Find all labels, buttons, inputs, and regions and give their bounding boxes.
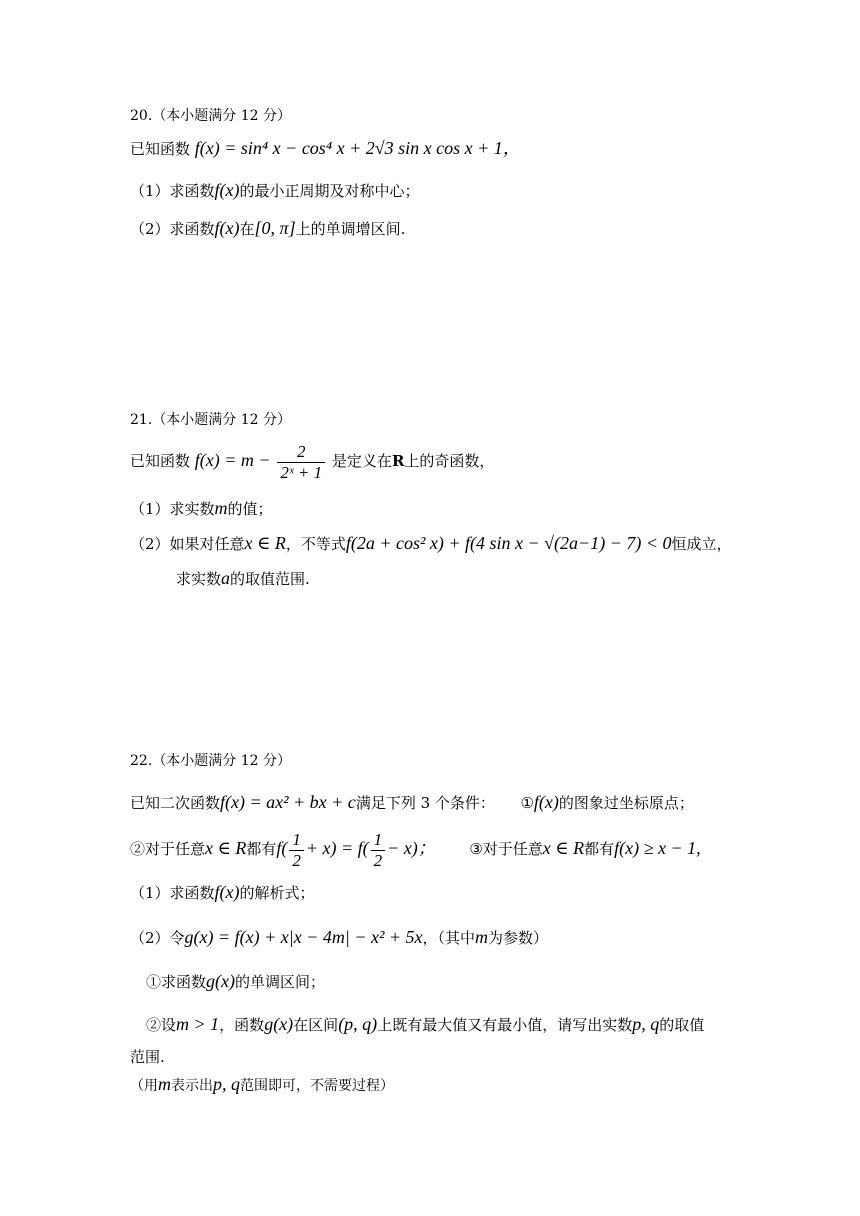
q22-stem-formula: f(x) = ax² + bx + c xyxy=(220,792,356,812)
q21-stem-prefix: 已知函数 xyxy=(130,452,191,470)
q22-cond1-fx: f(x) xyxy=(533,792,559,812)
q21-part2-line2-var: a xyxy=(221,568,231,588)
q20-stem xyxy=(130,137,521,160)
q22-note-suffix: 范围即可，不需要过程） xyxy=(240,1078,394,1094)
q22-note xyxy=(130,1073,394,1097)
q22-cond2-after2: − x)； xyxy=(387,838,436,858)
q21-part2-prefix: （2）如果对任意 xyxy=(130,535,245,553)
q21-part2-inequality: f(2a + cos² x) + f(4 sin x − √(2a−1) − 7) < 0 xyxy=(345,533,672,553)
q21-header: 21.（本小题满分 12 分） xyxy=(130,412,291,428)
q22-part1-prefix: （1）求函数 xyxy=(130,884,215,902)
q22-cond2-mid: 都有 xyxy=(246,840,277,858)
q22-cond1-prefix: ① xyxy=(520,794,534,812)
q22-cond3-inequality: f(x) ≥ x − 1, xyxy=(614,838,701,858)
q20-header: 20.（本小题满分 12 分） xyxy=(130,108,291,124)
q22-cond3-prefix: ③对于任意 xyxy=(469,840,543,858)
q22-sub2-mid3: 上既有最大值又有最小值，请写出实数 xyxy=(377,1016,633,1034)
q22-sub2-suffix: 的取值 xyxy=(659,1016,705,1034)
q22-sub1-prefix: ①求函数 xyxy=(146,973,207,991)
q21-stem-suffix-1: 是定义在 xyxy=(331,452,392,470)
q21-fraction-numerator: 2 xyxy=(277,442,325,463)
q20-part2 xyxy=(130,217,405,240)
q22-sub2-cond: m > 1 xyxy=(176,1014,220,1034)
q21-part2-cond: x ∈ R xyxy=(244,533,286,553)
q22-cond2-var: x ∈ R xyxy=(205,838,247,858)
q21-part2-suffix: 恒成立， xyxy=(671,535,732,553)
q22-cond2-fraction-2 xyxy=(371,830,386,871)
q21-stem-suffix-2: 上的奇函数， xyxy=(404,452,495,470)
q21-fraction-denominator: 2ˣ + 1 xyxy=(280,462,323,482)
q21-part1-suffix: 的值； xyxy=(227,500,273,518)
q22-cond2-frac2-den: 2 xyxy=(373,850,383,870)
q22-part2 xyxy=(130,926,548,949)
q22-sub2-interval: (p, q) xyxy=(338,1014,378,1034)
q22-stem-prefix: 已知二次函数 xyxy=(130,794,221,812)
q22-cond2-frac2-num: 1 xyxy=(371,830,386,851)
q20-part2-prefix: （2）求函数 xyxy=(130,220,215,238)
q22-sub1-gx: g(x) xyxy=(206,971,235,991)
q22-part2-m: m xyxy=(475,927,488,947)
q22-cond2-fraction-1 xyxy=(289,830,304,871)
q20-part1-prefix: （1）求函数 xyxy=(130,182,215,200)
q20-part2-mid: 在 xyxy=(239,220,255,238)
q22-part1-suffix: 的解析式； xyxy=(239,884,315,902)
q22-sub2-prefix: ②设 xyxy=(146,1016,177,1034)
q20-stem-prefix: 已知函数 xyxy=(130,140,191,158)
q20-part1-suffix: 的最小正周期及对称中心； xyxy=(239,182,420,200)
q22-sub2-mid1: ，函数 xyxy=(219,1016,265,1034)
q21-stem xyxy=(130,438,494,483)
q21-part2-line2 xyxy=(176,567,310,590)
q20-stem-formula: f(x) = sin⁴ x − cos⁴ x + 2√3 sin x cos x + 1， xyxy=(194,138,521,158)
q21-part2-mid: ，不等式 xyxy=(285,535,346,553)
q22-cond2-after1: + x) = f( xyxy=(305,838,369,858)
q21-part1 xyxy=(130,497,273,520)
q22-part1-fx: f(x) xyxy=(214,882,240,902)
q22-sub2-pq: p, q xyxy=(632,1014,660,1034)
q22-part2-suffix: ，（其中 xyxy=(422,929,475,947)
q22-sub2-mid2: 在区间 xyxy=(293,1016,339,1034)
q21-fraction xyxy=(277,442,325,483)
q22-part2-suffix2: 为参数） xyxy=(488,929,549,947)
q22-note-m: m xyxy=(158,1074,171,1094)
q20-part2-suffix: 上的单调增区间. xyxy=(295,220,406,238)
q20-part1 xyxy=(130,179,420,202)
q21-stem-lhs: f(x) = m − xyxy=(194,450,271,470)
q22-cond2-frac1-num: 1 xyxy=(289,830,304,851)
q22-stem-mid: 满足下列 3 个条件： xyxy=(355,794,495,812)
q21-part2-line2-suffix: 的取值范围. xyxy=(230,570,310,588)
q22-sub2 xyxy=(146,1013,704,1036)
q22-note-pq: p, q xyxy=(213,1074,240,1094)
q22-cond2-prefix: ②对于任意 xyxy=(130,840,206,858)
q21-part1-var: m xyxy=(214,498,228,518)
q22-header: 22.（本小题满分 12 分） xyxy=(130,753,291,769)
q22-sub2-line2: 范围. xyxy=(130,1048,165,1066)
q22-sub1 xyxy=(146,970,325,993)
q22-part2-formula: g(x) = f(x) + x|x − 4m| − x² + 5x xyxy=(184,927,423,947)
q20-part2-fx: f(x) xyxy=(214,218,240,238)
q21-part1-prefix: （1）求实数 xyxy=(130,500,215,518)
q22-stem xyxy=(130,791,694,814)
q22-sub2-gx: g(x) xyxy=(264,1014,294,1034)
q21-part2-line2-prefix: 求实数 xyxy=(176,570,222,588)
q22-cond2-frac1-den: 2 xyxy=(292,850,301,870)
q22-sub1-suffix: 的单调区间； xyxy=(235,973,326,991)
q22-cond3-mid: 都有 xyxy=(584,840,615,858)
q22-note-mid: 表示出 xyxy=(171,1078,213,1094)
q21-stem-R: R xyxy=(391,452,405,470)
q22-note-prefix: （用 xyxy=(130,1078,158,1094)
q22-cond3-var: x ∈ R xyxy=(542,838,585,858)
q22-cond2-f1: f( xyxy=(276,838,288,858)
q20-part2-interval: [0, π] xyxy=(254,218,296,238)
q20-part1-fx: f(x) xyxy=(214,180,240,200)
q22-cond1-suffix: 的图象过坐标原点； xyxy=(558,794,694,812)
q22-part2-prefix: （2）令 xyxy=(130,929,185,947)
q22-part1 xyxy=(130,881,315,904)
q21-part2 xyxy=(130,532,732,555)
q22-cond2-cond3 xyxy=(130,826,701,871)
